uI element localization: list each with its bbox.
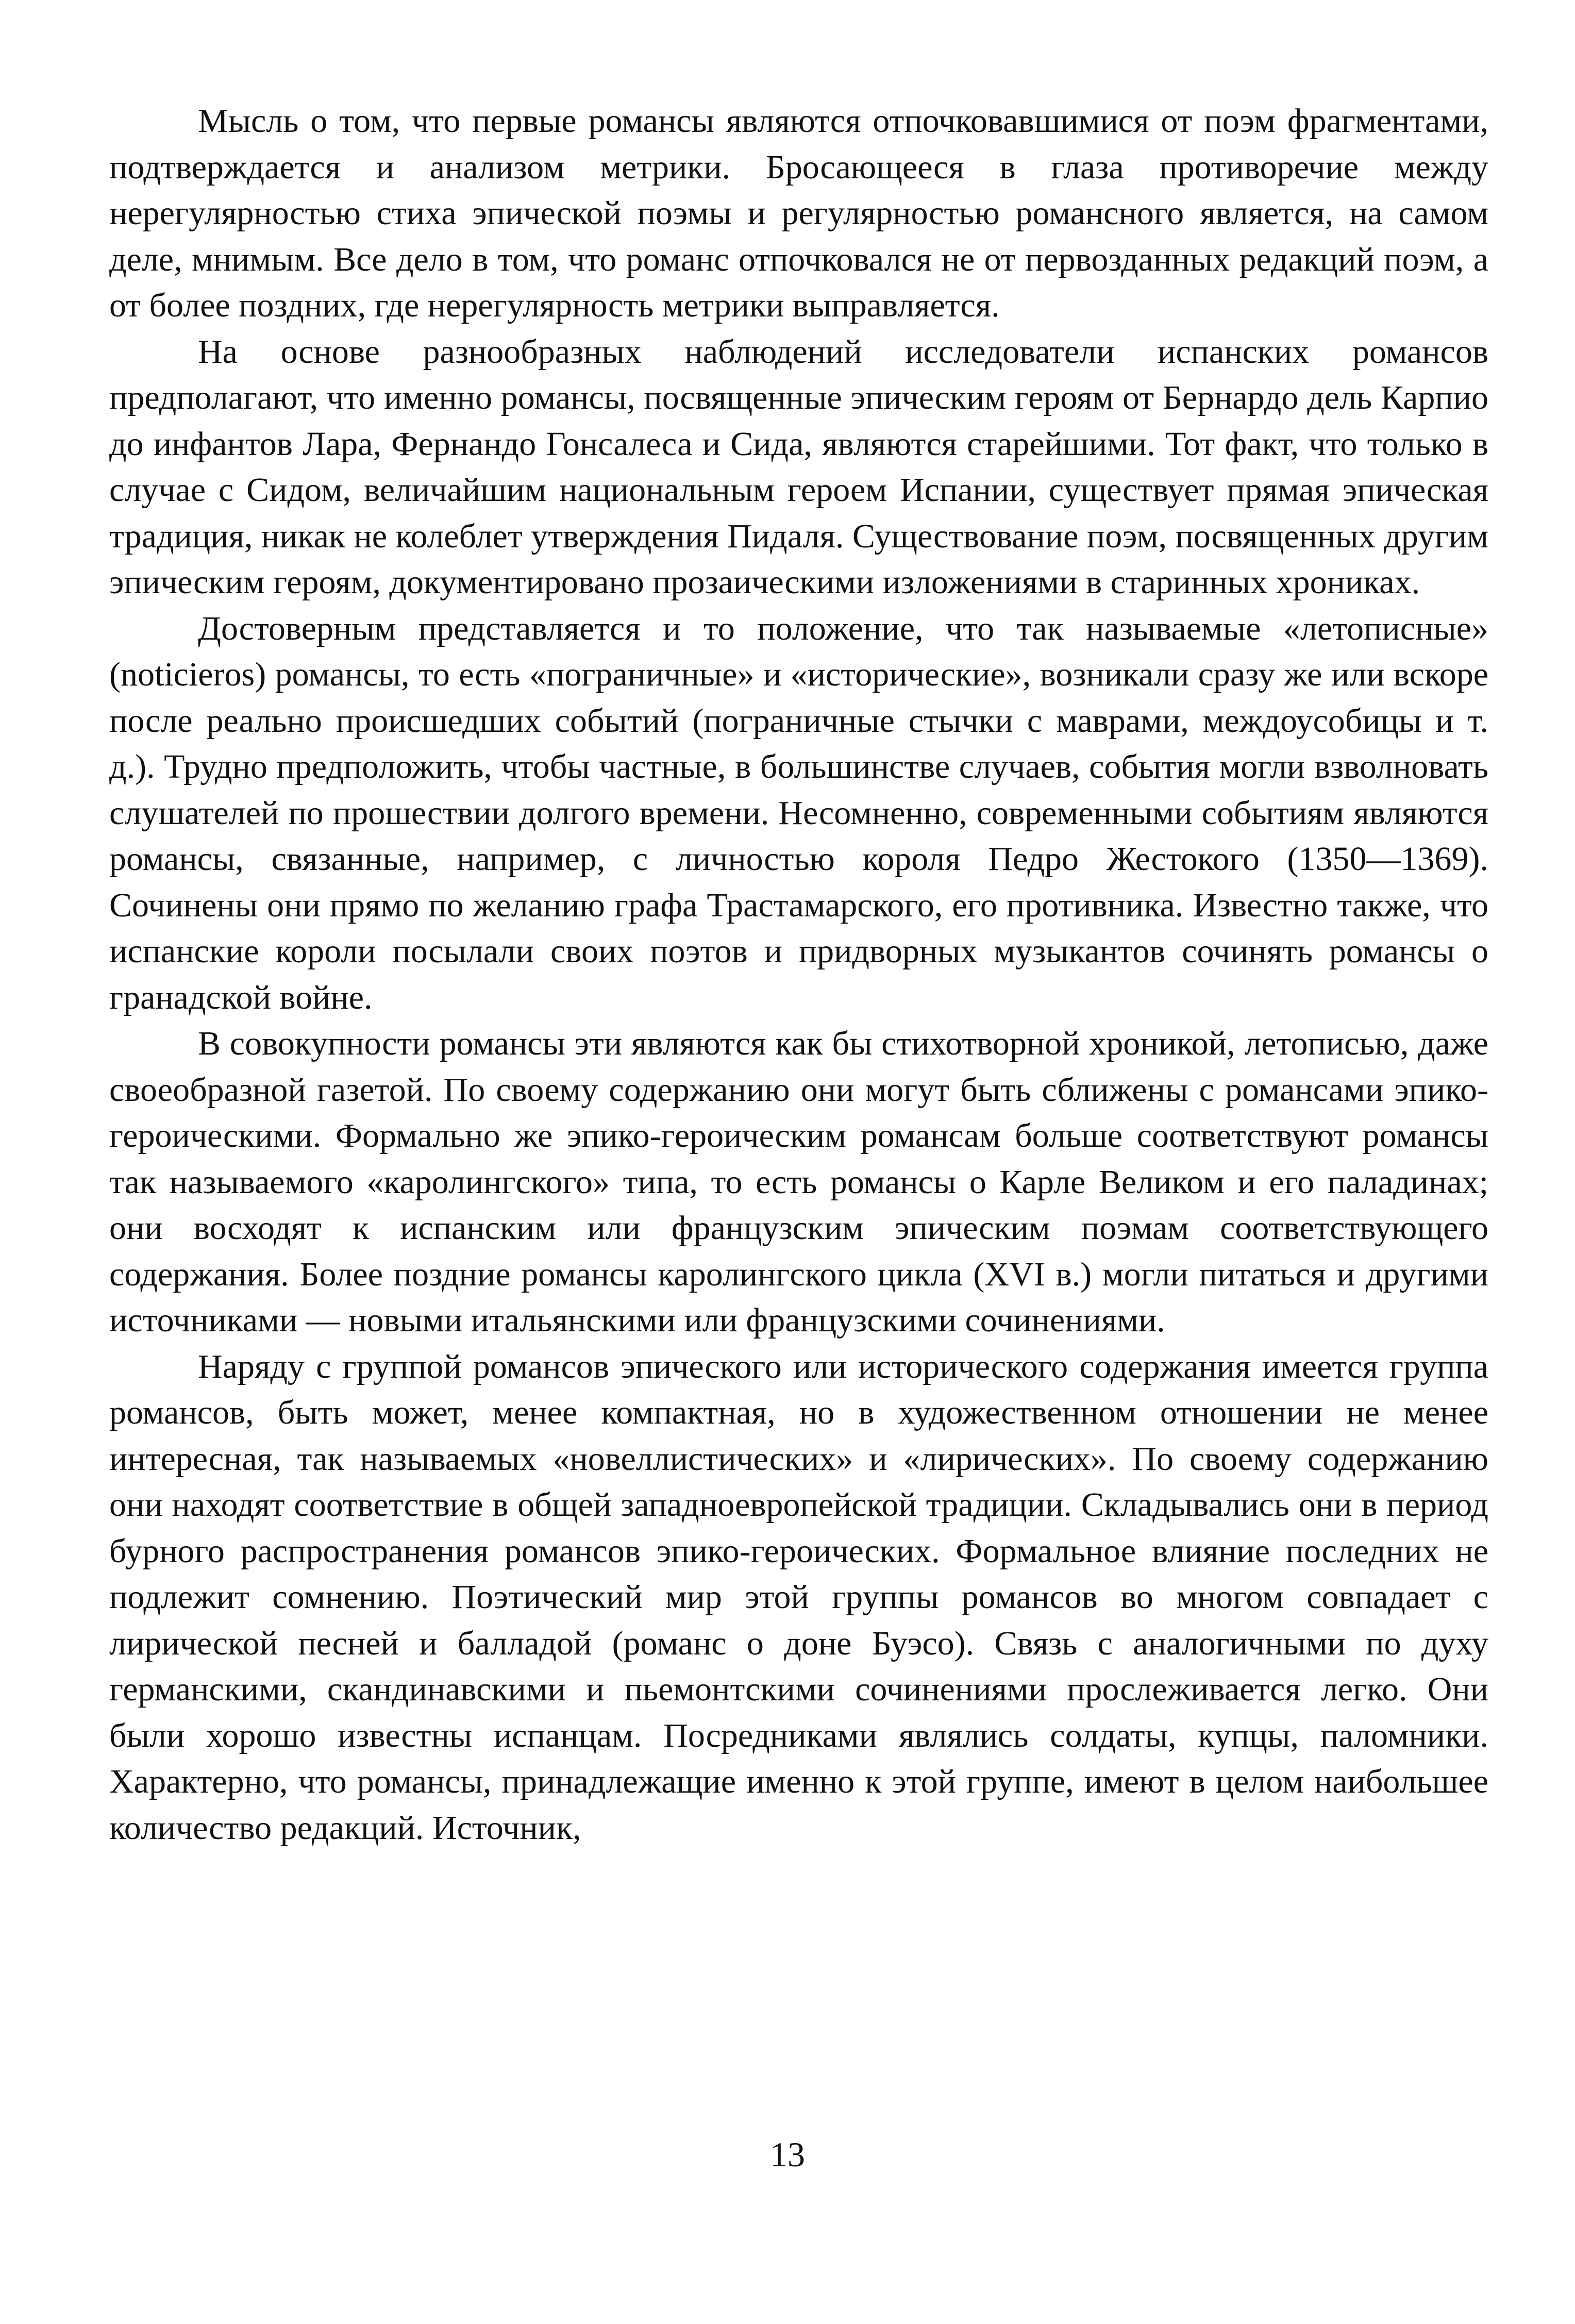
paragraph-3: Достоверным представляется и то положение, что так называемые «летописные» (noticieros) романсы, то есть «пограничные» и «исторические», возникали сразу же или вскоре после реально происшедших событий (пограничные стычки с маврами, междоусобицы и т. д.). Трудно предположить, чтобы частные, в большинстве случаев, события могли взволновать слушателей по прошествии долгого времени. Несомненно, современными событиям являются романсы, связанные, например, с личностью короля Педро Жестокого (1350—1369). Сочинены они прямо по желанию графа Трастамарского, его противника. Известно также, что испанские короли посылали своих поэтов и придворных музыкантов сочинять романсы о гранадской войне. — [109, 609, 1488, 1016]
paragraph-2: На основе разнообразных наблюдений исследователи испанских романсов предполагают, что именно романсы, посвященные эпическим героям от Бернардо дель Карпио до инфантов Лара, Фернандо Гонсалеса и Сида, являются старейшими. Тот факт, что только в случае с Сидом, величайшим национальным героем Испании, существует прямая эпическая традиция, никак не колеблет утверждения Пидаля. Существование поэм, посвященных другим эпическим героям, документировано прозаическими изложениями в старинных хрониках. — [109, 332, 1488, 601]
paragraph-1: Мысль о том, что первые романсы являются отпочковавшимися от поэм фрагментами, подтверждается и анализом метрики. Бросающееся в глаза противоречие между нерегулярностью стиха эпической поэмы и регулярностью романсного является, на самом деле, мнимым. Все дело в том, что романс отпочковался не от первозданных редакций поэм, а от более поздних, где нерегулярность метрики выправляется. — [109, 102, 1488, 324]
page-number: 13 — [770, 2135, 805, 2174]
paragraph-4: В совокупности романсы эти являются как бы стихотворной хроникой, летописью, даже своеобразной газетой. По своему содержанию они могут быть сближены с романсами эпико-героическими. Формально же эпико-героическим романсам больше соответствуют романсы так называемого «каролингского» типа, то есть романсы о Карле Великом и его паладинах; они восходят к испанским или французским эпическим поэмам соответствующего содержания. Более поздние романсы каролингского цикла (XVI в.) могли питаться и другими источниками — новыми итальянскими или французскими сочинениями. — [109, 1025, 1488, 1339]
page-body — [109, 98, 1488, 1851]
paragraph-5: Наряду с группой романсов эпического или исторического содержания имеется группа романсов, быть может, менее компактная, но в художественном отношении не менее интересная, так называемых «новеллистических» и «лирических». По своему содержанию они находят соответствие в общей западноевропейской традиции. Складывались они в период бурного распространения романсов эпико-героических. Формальное влияние последних не подлежит сомнению. Поэтический мир этой группы романсов во многом совпадает с лирической песней и балладой (романс о доне Буэсо). Связь с аналогичными по духу германскими, скандинавскими и пьемонтскими сочинениями прослеживается легко. Они были хорошо известны испанцам. Посредниками являлись солдаты, купцы, паломники. Характерно, что романсы, принадлежащие именно к этой группе, имеют в целом наибольшее количество редакций. Источник, — [109, 1347, 1488, 1847]
